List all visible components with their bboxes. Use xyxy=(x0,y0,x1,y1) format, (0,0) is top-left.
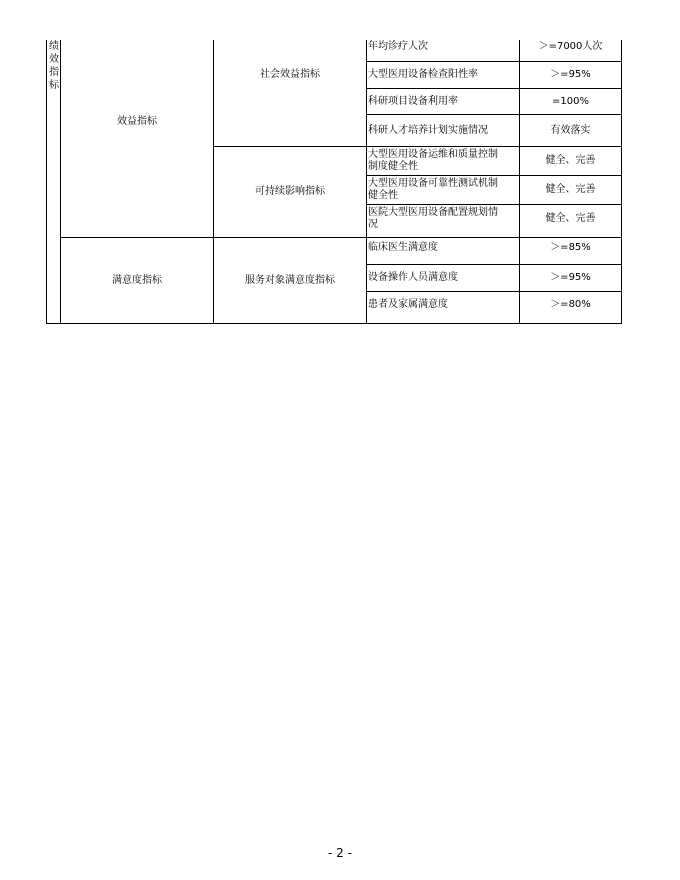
subgroup-label-social: 社会效益指标 xyxy=(260,69,320,80)
value-cell: 健全、完善 xyxy=(545,155,596,166)
value-cell: 有效落实 xyxy=(550,124,591,136)
indicator-cell: 大型医用设备运维和质量控制制度健全性 xyxy=(368,149,498,172)
performance-indicator-table xyxy=(46,40,622,324)
value-cell: ＞=7000人次 xyxy=(538,41,603,52)
grid-line xyxy=(621,40,622,324)
grid-line xyxy=(46,40,47,324)
grid-line xyxy=(46,323,622,324)
value-cell: ＞=80% xyxy=(550,299,591,310)
value-cell: 健全、完善 xyxy=(545,184,596,195)
indicator-cell: 科研人才培养计划实施情况 xyxy=(368,124,488,136)
subgroup-label-sustainable: 可持续影响指标 xyxy=(255,186,325,197)
indicator-cell: 大型医用设备可靠性测试机制健全性 xyxy=(368,178,498,201)
value-cell: ＞=95% xyxy=(550,69,591,80)
level1-label: 绩效指标 xyxy=(49,41,59,91)
value-cell: ＞=85% xyxy=(550,242,591,253)
indicator-cell: 医院大型医用设备配置规划情况 xyxy=(368,207,498,230)
indicator-cell: 临床医生满意度 xyxy=(368,242,438,253)
group-label-satisfaction: 满意度指标 xyxy=(112,274,162,286)
group-label-benefit: 效益指标 xyxy=(117,115,157,127)
value-cell: =100% xyxy=(552,95,589,107)
value-cell: ＞=95% xyxy=(550,272,591,283)
indicator-cell: 科研项目设备利用率 xyxy=(368,95,458,107)
value-cell: 健全、完善 xyxy=(545,213,596,224)
page-number: - 2 - xyxy=(328,846,352,860)
indicator-cell: 患者及家属满意度 xyxy=(368,299,448,310)
indicator-cell: 设备操作人员满意度 xyxy=(368,272,458,283)
subgroup-label-service-satisfaction: 服务对象满意度指标 xyxy=(245,274,335,286)
indicator-cell: 年均诊疗人次 xyxy=(368,41,428,52)
indicator-cell: 大型医用设备检查阳性率 xyxy=(368,69,478,80)
